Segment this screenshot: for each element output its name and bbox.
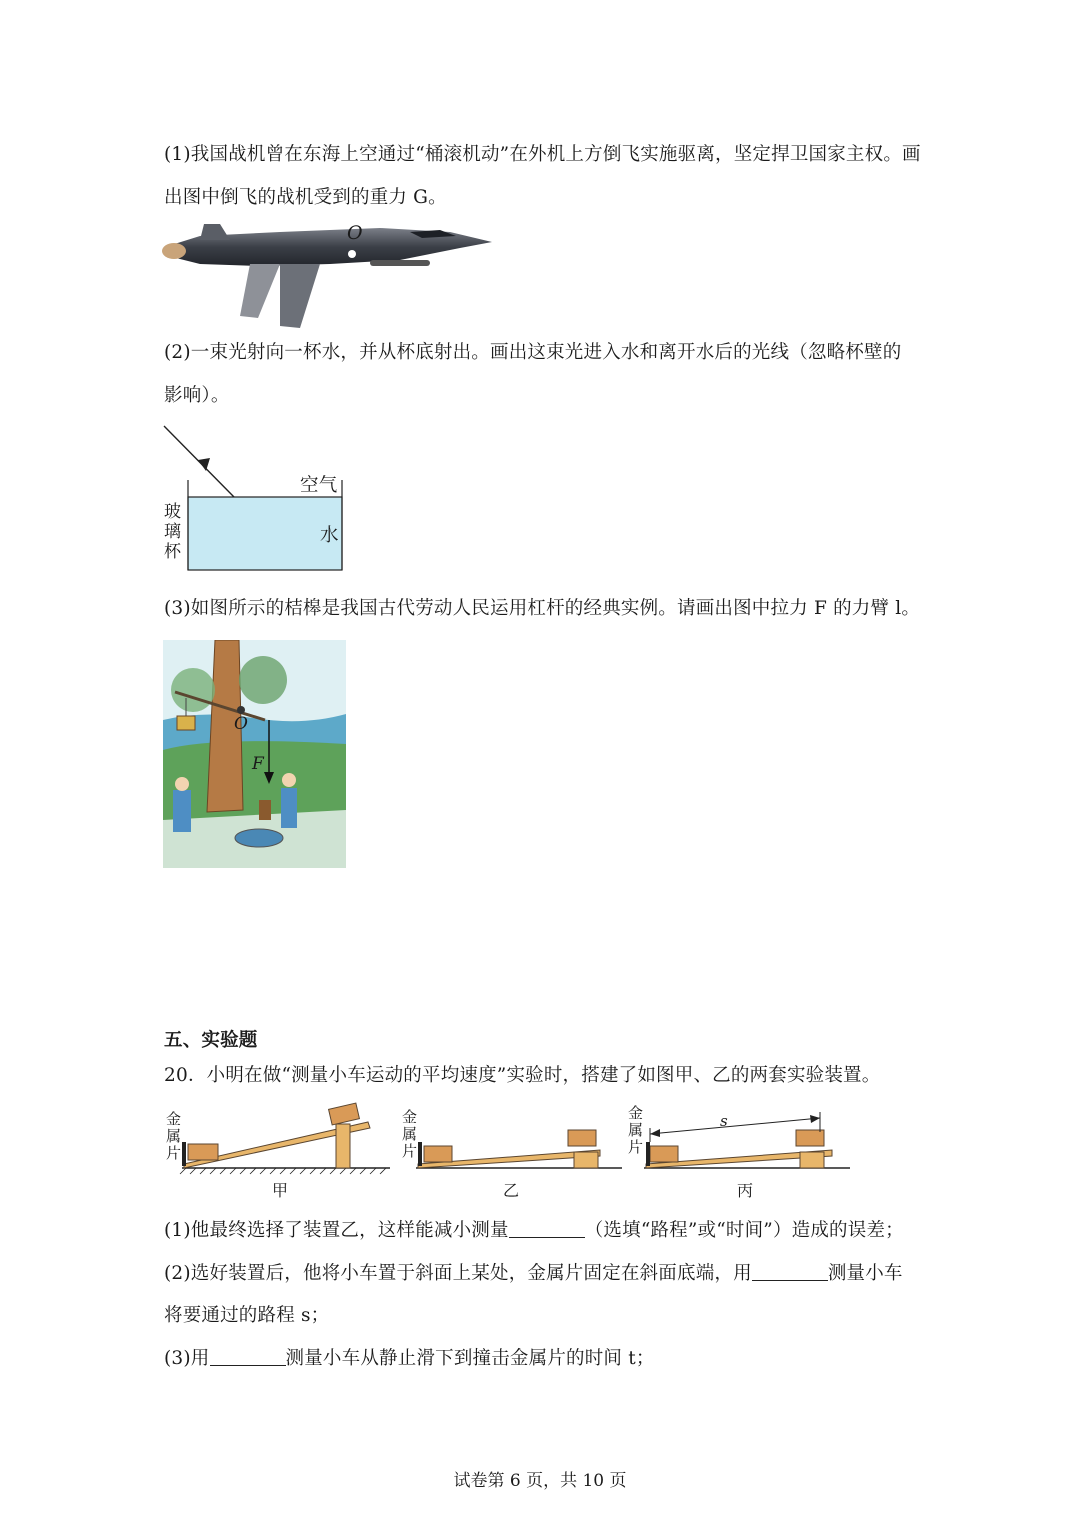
glass-label-1: 玻 [164, 502, 182, 522]
q20-sub2-text-b: 测量小车 [827, 1263, 903, 1284]
q19-part1-line1: (1)我国战机曾在东海上空通过“桶滚机动”在外机上方倒飞实施驱离，坚定捍卫国家主权。画 [164, 144, 921, 165]
metal-label-c2: 属 [628, 1121, 644, 1139]
q20-sub3 [164, 1344, 655, 1370]
q20-sub3-text-b: 测量小车从静止滑下到撞击金属片的时间 t； [285, 1348, 655, 1369]
jet-center-label: O [347, 222, 363, 244]
metal-label-b3: 片 [402, 1142, 418, 1160]
q20-sub1-text-a: (1)他最终选择了装置乙，这样能减小测量 [164, 1220, 509, 1241]
q19-part1-line2: 出图中倒飞的战机受到的重力 G。 [164, 187, 447, 208]
air-label: 空气 [300, 475, 338, 496]
answer-blank-3[interactable] [210, 1347, 286, 1366]
q19-part3-line1: (3)如图所示的桔槔是我国古代劳动人民运用杠杆的经典实例。请画出图中拉力 F 的力臂 l。 [164, 598, 921, 619]
glass-label-3: 杯 [164, 542, 182, 562]
distance-label: s [720, 1112, 728, 1130]
q20-sub2 [164, 1259, 903, 1285]
q20-sub3-text-a: (3)用 [164, 1348, 210, 1369]
metal-label-b1: 金 [402, 1108, 418, 1126]
glass-label-2: 璃 [164, 522, 182, 542]
q19-part2-line1: (2)一束光射向一杯水，并从杯底射出。画出这束光进入水和离开水后的光线（忽略杯壁的 [164, 342, 902, 363]
setup-yi [416, 1130, 622, 1168]
metal-label-a1: 金 [166, 1110, 182, 1128]
pivot-label: O [234, 714, 249, 734]
caption-jia: 甲 [272, 1181, 289, 1200]
setup-jia [180, 1103, 390, 1174]
caption-yi: 乙 [503, 1181, 520, 1200]
metal-label-c1: 金 [628, 1104, 644, 1122]
force-label: F [252, 754, 264, 774]
answer-blank-1[interactable] [509, 1219, 585, 1238]
metal-label-a2: 属 [166, 1127, 182, 1145]
q20-sub2-text-a: (2)选好装置后，他将小车置于斜面上某处，金属片固定在斜面底端，用 [164, 1263, 752, 1284]
q20-sub1-text-b: （选填“路程”或“时间”）造成的误差； [584, 1220, 904, 1241]
caption-bing: 丙 [737, 1181, 754, 1200]
metal-label-a3: 片 [166, 1144, 182, 1162]
section-title: 五、实验题 [164, 1030, 258, 1051]
page-footer: 试卷第 6 页，共 10 页 [453, 1471, 627, 1491]
inverted-jet-figure [160, 218, 500, 328]
answer-blank-2[interactable] [752, 1262, 828, 1281]
setup-bing [644, 1112, 850, 1168]
q20-sub2-line2: 将要通过的路程 s； [164, 1305, 330, 1326]
q20-stem: 20．小明在做“测量小车运动的平均速度”实验时，搭建了如图甲、乙的两套实验装置。 [164, 1065, 881, 1086]
q19-part2-line2: 影响）。 [164, 385, 230, 406]
water-label: 水 [320, 525, 339, 546]
q20-sub1 [164, 1216, 904, 1242]
metal-label-b2: 属 [402, 1125, 418, 1143]
metal-label-c3: 片 [628, 1138, 644, 1156]
